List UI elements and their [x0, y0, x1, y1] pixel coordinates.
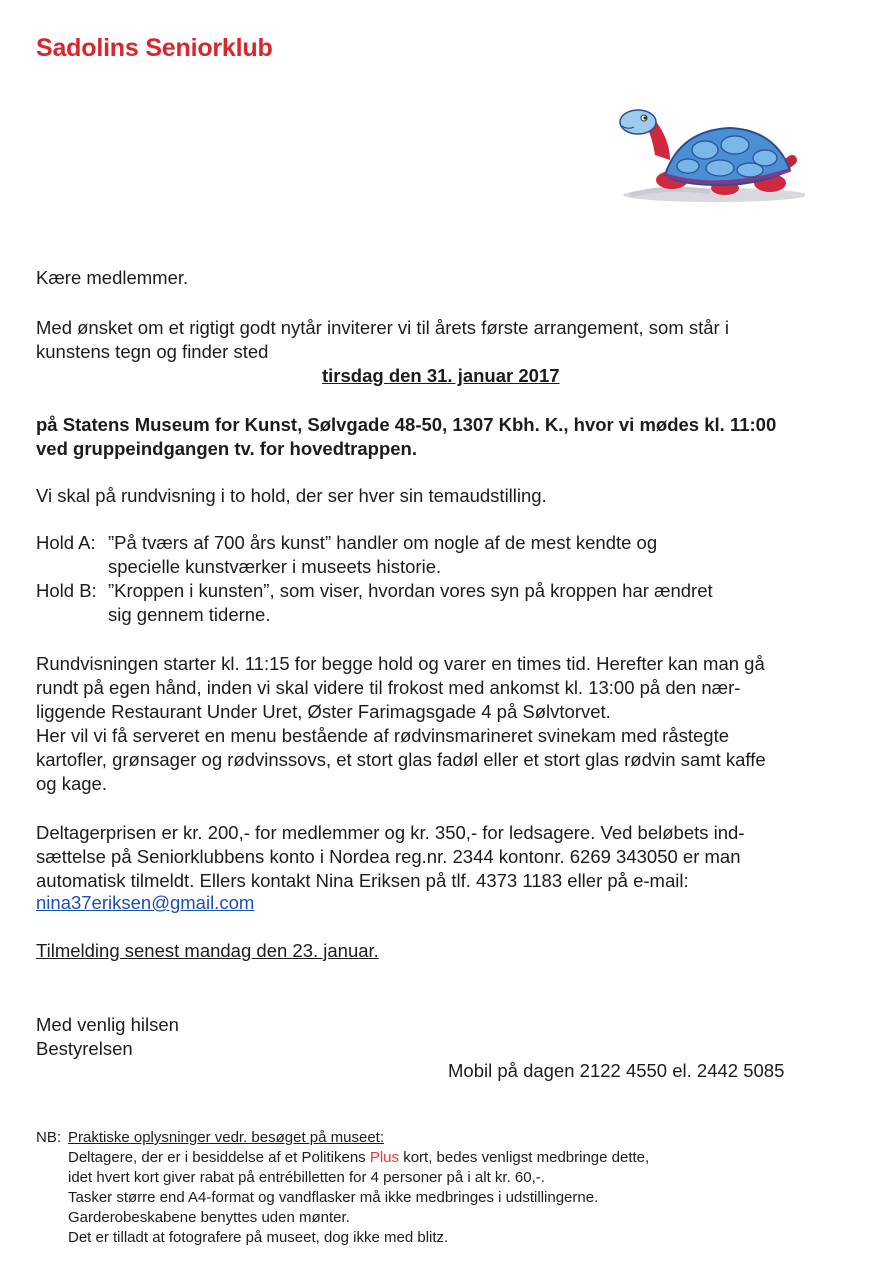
venue-line-1: på Statens Museum for Kunst, Sølvgade 48-50, 1307 Kbh. K., hvor vi mødes kl. 11:00 [36, 414, 777, 435]
nb-label: NB: [36, 1129, 62, 1146]
notes-line-2: idet hvert kort giver rabat på entrébilletten for 4 personer på i alt kr. 60,-. [68, 1169, 545, 1186]
intro-line-1: Med ønsket om et rigtigt godt nytår inviterer vi til årets første arrangement, som står i [36, 317, 729, 338]
notes-line-4: Garderobeskabene benyttes uden mønter. [68, 1209, 350, 1226]
schedule-line-1: Rundvisningen starter kl. 11:15 for begge hold og varer en times tid. Herefter kan man gå [36, 653, 765, 674]
notes-line-1 [68, 1148, 649, 1168]
schedule-line-4: Her vil vi få serveret en menu bestående af rødvinsmarineret svinekam med råstegte [36, 725, 730, 746]
club-title: Sadolins Seniorklub [36, 34, 273, 62]
email-link[interactable]: nina37eriksen@gmail.com [36, 892, 255, 913]
hold-a-line-1: ”På tværs af 700 års kunst” handler om nogle af de mest kendte og [108, 532, 658, 553]
hold-b-line-2: sig gennem tiderne. [108, 604, 271, 625]
hold-a-label: Hold A: [36, 532, 96, 553]
hold-a-line-2: specielle kunstværker i museets historie. [108, 556, 442, 577]
price-line-1: Deltagerprisen er kr. 200,- for medlemmer og kr. 350,- for ledsagere. Ved beløbets ind- [36, 822, 745, 843]
mobile-numbers: Mobil på dagen 2122 4550 el. 2442 5085 [448, 1060, 785, 1081]
signature: Bestyrelsen [36, 1038, 133, 1059]
venue-line-2: ved gruppeindgangen tv. for hovedtrappen. [36, 438, 417, 459]
turtle-icon [610, 100, 805, 210]
greeting: Kære medlemmer. [36, 267, 189, 288]
notes-line-5: Det er tilladt at fotografere på museet, dog ikke med blitz. [68, 1229, 449, 1246]
notes-line-1-start: Deltagere, der er i besiddelse af et Politikens [68, 1149, 370, 1166]
intro-line-2: kunstens tegn og finder sted [36, 341, 269, 362]
schedule-line-3: liggende Restaurant Under Uret, Øster Farimagsgade 4 på Sølvtorvet. [36, 701, 611, 722]
tours-intro: Vi skal på rundvisning i to hold, der ser hver sin temaudstilling. [36, 485, 547, 506]
price-line-2: sættelse på Seniorklubbens konto i Nordea reg.nr. 2344 kontonr. 6269 343050 er man [36, 846, 741, 867]
schedule-line-5: kartofler, grønsager og rødvinssovs, et stort glas fadøl eller et stort glas rødvin samt kaffe [36, 749, 766, 770]
notes-line-1-end: kort, bedes venligst medbringe dette, [399, 1149, 650, 1166]
price-line-3: automatisk tilmeldt. Ellers kontakt Nina Eriksen på tlf. 4373 1183 eller på e-mail: [36, 870, 689, 891]
notes-line-3: Tasker større end A4-format og vandflasker må ikke medbringes i udstillingerne. [68, 1189, 599, 1206]
closing: Med venlig hilsen [36, 1014, 179, 1035]
registration-deadline: Tilmelding senest mandag den 23. januar. [36, 940, 379, 961]
event-date: tirsdag den 31. januar 2017 [322, 365, 560, 386]
schedule-line-6: og kage. [36, 773, 107, 794]
hold-b-line-1: ”Kroppen i kunsten”, som viser, hvordan vores syn på kroppen har ændret [108, 580, 713, 601]
hold-b-label: Hold B: [36, 580, 97, 601]
notes-heading: Praktiske oplysninger vedr. besøget på museet: [68, 1129, 384, 1146]
schedule-line-2: rundt på egen hånd, inden vi skal videre til frokost med ankomst kl. 13:00 på den nær- [36, 677, 741, 698]
plus-label: Plus [369, 1149, 400, 1166]
